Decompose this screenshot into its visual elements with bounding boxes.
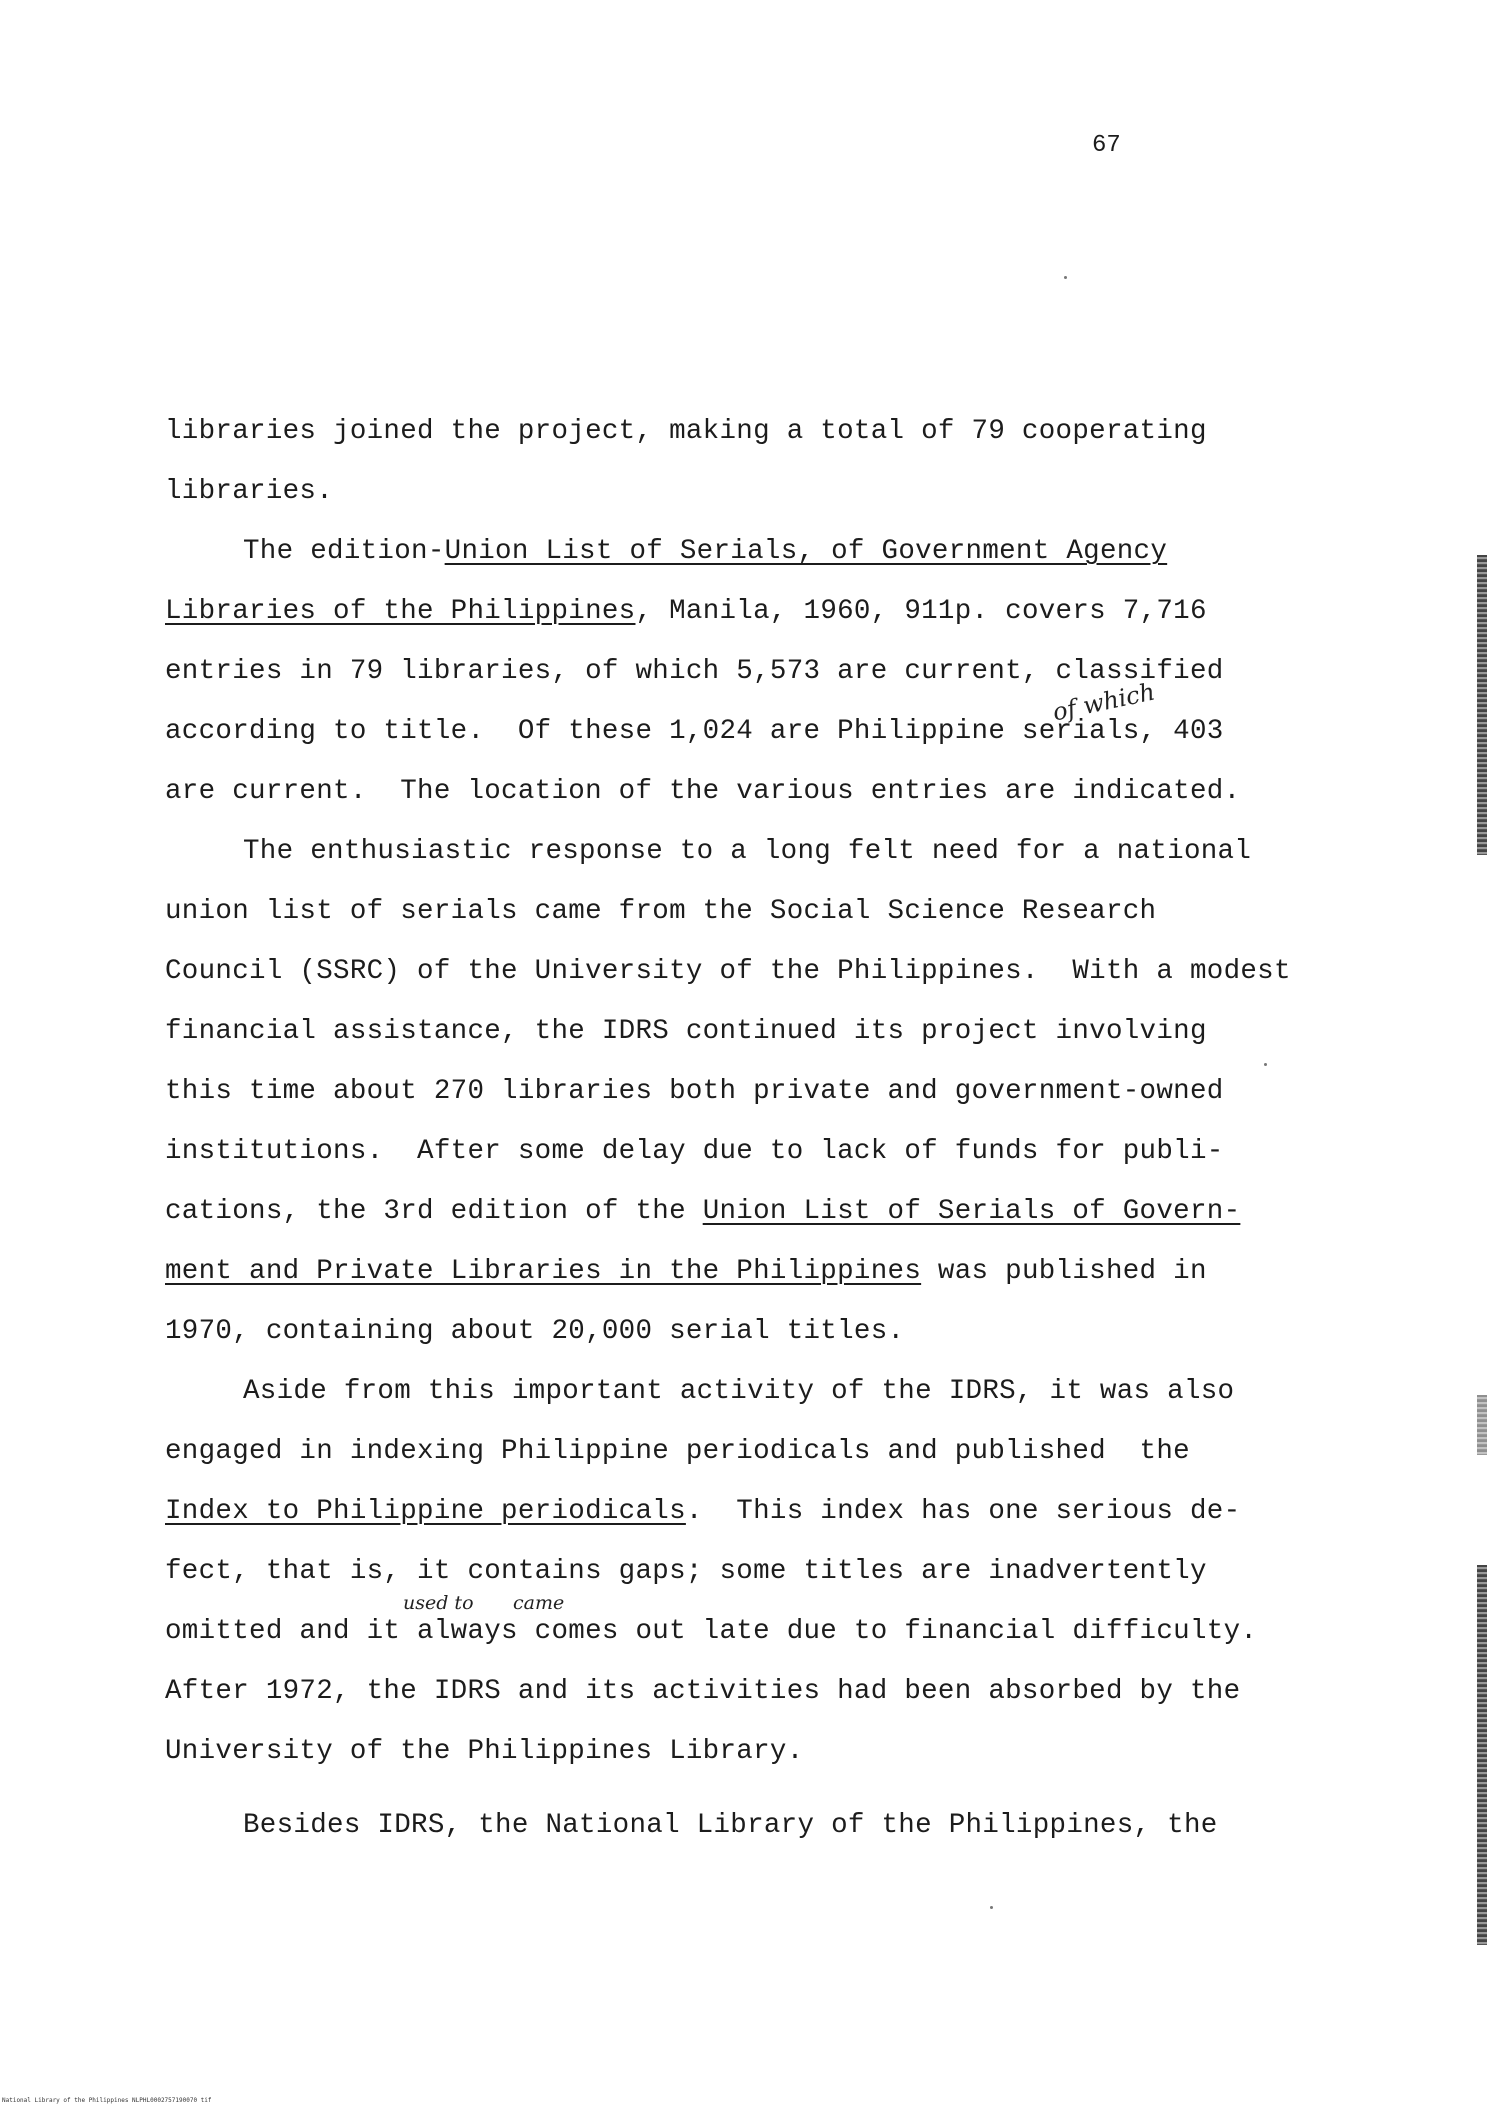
handwritten-annotation: of which	[1050, 677, 1158, 727]
text-line: financial assistance, the IDRS continued its project involving	[165, 1016, 1207, 1047]
text-segment: was published in	[921, 1256, 1207, 1287]
text-line: union list of serials came from the Social Science Research	[165, 896, 1157, 927]
text-line: according to title. Of these 1,024 are Philippine serials, 403	[165, 716, 1224, 747]
text-line: fect, that is, it contains gaps; some titles are inadvertently	[165, 1556, 1207, 1587]
underlined-title: Index to Philippine periodicals	[165, 1496, 686, 1527]
text-line: The enthusiastic response to a long felt need for a national	[243, 836, 1252, 867]
text-line: Besides IDRS, the National Library of the Philippines, the	[243, 1810, 1218, 1841]
text-line: engaged in indexing Philippine periodicals and published the	[165, 1436, 1190, 1467]
underlined-title: Libraries of the Philippines	[165, 596, 636, 627]
handwritten-annotation: used to	[403, 1592, 474, 1614]
text-line: entries in 79 libraries, of which 5,573 are current, classified	[165, 656, 1224, 687]
text-line: this time about 270 libraries both private and government-owned	[165, 1076, 1224, 1107]
text-line: are current. The location of the various entries are indicated.	[165, 776, 1241, 807]
text-line: institutions. After some delay due to lack of funds for publi-	[165, 1136, 1224, 1167]
scan-footer: National Library of the Philippines NLPHL0002757190070 tif	[2, 2097, 212, 2104]
text-line	[165, 1196, 1240, 1227]
text-line: University of the Philippines Library.	[165, 1736, 804, 1767]
text-line	[165, 1256, 1207, 1287]
scan-edge-artifact	[1477, 1565, 1487, 1945]
scan-edge-artifact	[1477, 1395, 1487, 1455]
text-line: libraries joined the project, making a total of 79 cooperating	[165, 416, 1207, 447]
text-segment: . This index has one serious de-	[685, 1496, 1241, 1527]
text-line: Aside from this important activity of the IDRS, it was also	[243, 1376, 1235, 1407]
text-line	[243, 536, 1167, 567]
text-segment: The edition-	[243, 536, 445, 567]
text-segment: cations, the 3rd edition of the	[165, 1196, 703, 1227]
scan-speck	[1264, 1063, 1267, 1066]
scan-speck	[990, 1906, 993, 1909]
scan-edge-artifact	[1477, 555, 1487, 855]
underlined-title: ment and Private Libraries in the Philippines	[165, 1256, 922, 1287]
text-line: 1970, containing about 20,000 serial titles.	[165, 1316, 905, 1347]
text-line: After 1972, the IDRS and its activities had been absorbed by the	[165, 1676, 1241, 1707]
text-segment: , Manila, 1960, 911p. covers 7,716	[635, 596, 1207, 627]
underlined-title: Union List of Serials, of Government Agency	[444, 536, 1168, 567]
text-line	[165, 1496, 1240, 1527]
underlined-title: Union List of Serials of Govern-	[702, 1196, 1241, 1227]
text-line: omitted and it always comes out late due to financial difficulty.	[165, 1616, 1258, 1647]
handwritten-annotation: came	[513, 1592, 565, 1614]
text-line	[165, 596, 1207, 627]
page-number: 67	[1092, 132, 1121, 159]
text-line: libraries.	[165, 476, 334, 507]
text-line: Council (SSRC) of the University of the Philippines. With a modest	[165, 956, 1291, 987]
scan-speck	[1064, 276, 1067, 279]
